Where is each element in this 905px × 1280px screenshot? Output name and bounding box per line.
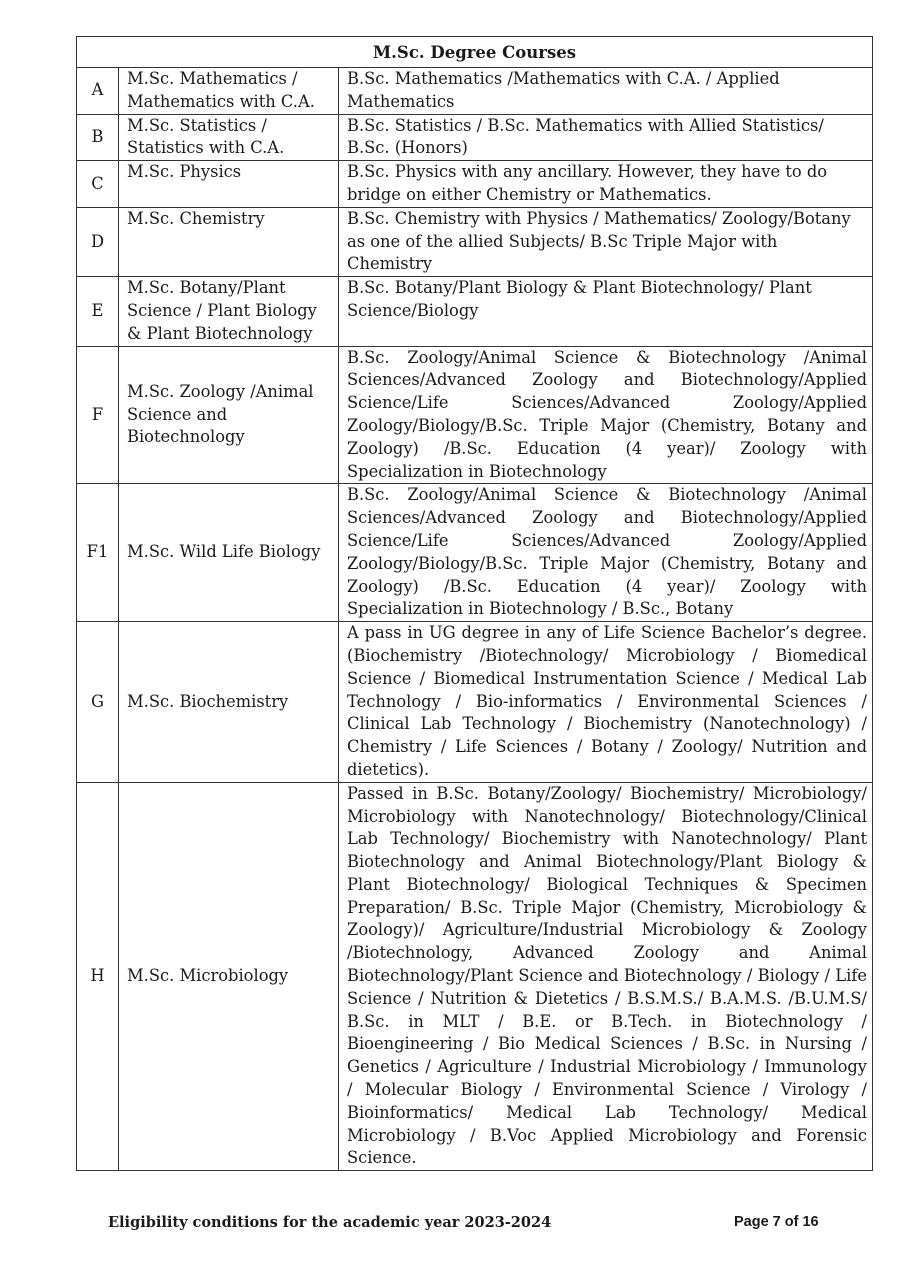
table-row [77, 114, 873, 161]
table-header-row [77, 37, 873, 68]
course-name: M.Sc. Wild Life Biology [119, 484, 339, 622]
course-eligibility: B.Sc. Physics with any ancillary. However, they have to do bridge on either Chemistry or Mathematics. [339, 161, 873, 208]
course-code: E [77, 277, 119, 346]
table-title: M.Sc. Degree Courses [77, 37, 873, 68]
courses-table [76, 36, 873, 1171]
page-number: Page 7 of 16 [734, 1214, 819, 1230]
course-name: M.Sc. Zoology /Animal Science and Biotechnology [119, 346, 339, 484]
course-eligibility: B.Sc. Zoology/Animal Science & Biotechnology /Animal Sciences/Advanced Zoology and Biotechnology/Applied Science/Life Sciences/Advanced Zoology/Applied Zoology/Biology/B.Sc. Triple Major (Chemistry, Botany and Zoology) /B.Sc. Education (4 year)/ Zoology with Specialization in Biotechnology [339, 346, 873, 484]
course-eligibility: B.Sc. Zoology/Animal Science & Biotechnology /Animal Sciences/Advanced Zoology and Biotechnology/Applied Science/Life Sciences/Advanced Zoology/Applied Zoology/Biology/B.Sc. Triple Major (Chemistry, Botany and Zoology) /B.Sc. Education (4 year)/ Zoology with Specialization in Biotechnology / B.Sc., Botany [339, 484, 873, 622]
table-row [77, 277, 873, 346]
course-code: H [77, 782, 119, 1171]
course-eligibility: Passed in B.Sc. Botany/Zoology/ Biochemistry/ Microbiology/ Microbiology with Nanotechnology/ Biotechnology/Clinical Lab Technology/ Biochemistry with Nanotechnology/ Plant Biotechnology and Animal Biotechnology/Plant Biology & Plant Biotechnology/ Biological Techniques & Specimen Preparation/ B.Sc. Triple Major (Chemistry, Microbiology & Zoology)/ Agriculture/Industrial Microbiology & Zoology /Biotechnology, Advanced Zoology and Animal Biotechnology/Plant Science and Biotechnology / Biology / Life Science / Nutrition & Dietetics / B.S.M.S./ B.A.M.S. /B.U.M.S/ B.Sc. in MLT / B.E. or B.Tech. in Biotechnology / Bioengineering / Bio Medical Sciences / B.Sc. in Nursing / Genetics / Agriculture / Industrial Microbiology / Immunology / Molecular Biology / Environmental Science / Virology / Bioinformatics/ Medical Lab Technology/ Medical Microbiology / B.Voc Applied Microbiology and Forensic Science. [339, 782, 873, 1171]
course-eligibility: A pass in UG degree in any of Life Science Bachelor’s degree. (Biochemistry /Biotechnology/ Microbiology / Biomedical Science / Biomedical Instrumentation Science / Medical Lab Technology / Bio-informatics / Environmental Sciences / Clinical Lab Technology / Biochemistry (Nanotechnology) / Chemistry / Life Sciences / Botany / Zoology/ Nutrition and dietetics). [339, 622, 873, 783]
table-row [77, 622, 873, 783]
course-code: C [77, 161, 119, 208]
course-code: F [77, 346, 119, 484]
course-name: M.Sc. Chemistry [119, 207, 339, 276]
course-name: M.Sc. Botany/Plant Science / Plant Biology & Plant Biotechnology [119, 277, 339, 346]
course-name: M.Sc. Statistics / Statistics with C.A. [119, 114, 339, 161]
course-name: M.Sc. Microbiology [119, 782, 339, 1171]
course-code: G [77, 622, 119, 783]
table-row [77, 484, 873, 622]
course-name: M.Sc. Mathematics / Mathematics with C.A. [119, 68, 339, 115]
table-row [77, 207, 873, 276]
course-name: M.Sc. Biochemistry [119, 622, 339, 783]
table-row [77, 782, 873, 1171]
table-row [77, 161, 873, 208]
table-row [77, 68, 873, 115]
course-eligibility: B.Sc. Chemistry with Physics / Mathematics/ Zoology/Botany as one of the allied Subjects/ B.Sc Triple Major with Chemistry [339, 207, 873, 276]
course-code: A [77, 68, 119, 115]
course-code: F1 [77, 484, 119, 622]
course-code: B [77, 114, 119, 161]
table-row [77, 346, 873, 484]
course-code: D [77, 207, 119, 276]
course-eligibility: B.Sc. Statistics / B.Sc. Mathematics with Allied Statistics/ B.Sc. (Honors) [339, 114, 873, 161]
course-eligibility: B.Sc. Mathematics /Mathematics with C.A. / Applied Mathematics [339, 68, 873, 115]
course-name: M.Sc. Physics [119, 161, 339, 208]
footer-caption: Eligibility conditions for the academic year 2023-2024 [108, 1214, 552, 1231]
course-eligibility: B.Sc. Botany/Plant Biology & Plant Biotechnology/ Plant Science/Biology [339, 277, 873, 346]
